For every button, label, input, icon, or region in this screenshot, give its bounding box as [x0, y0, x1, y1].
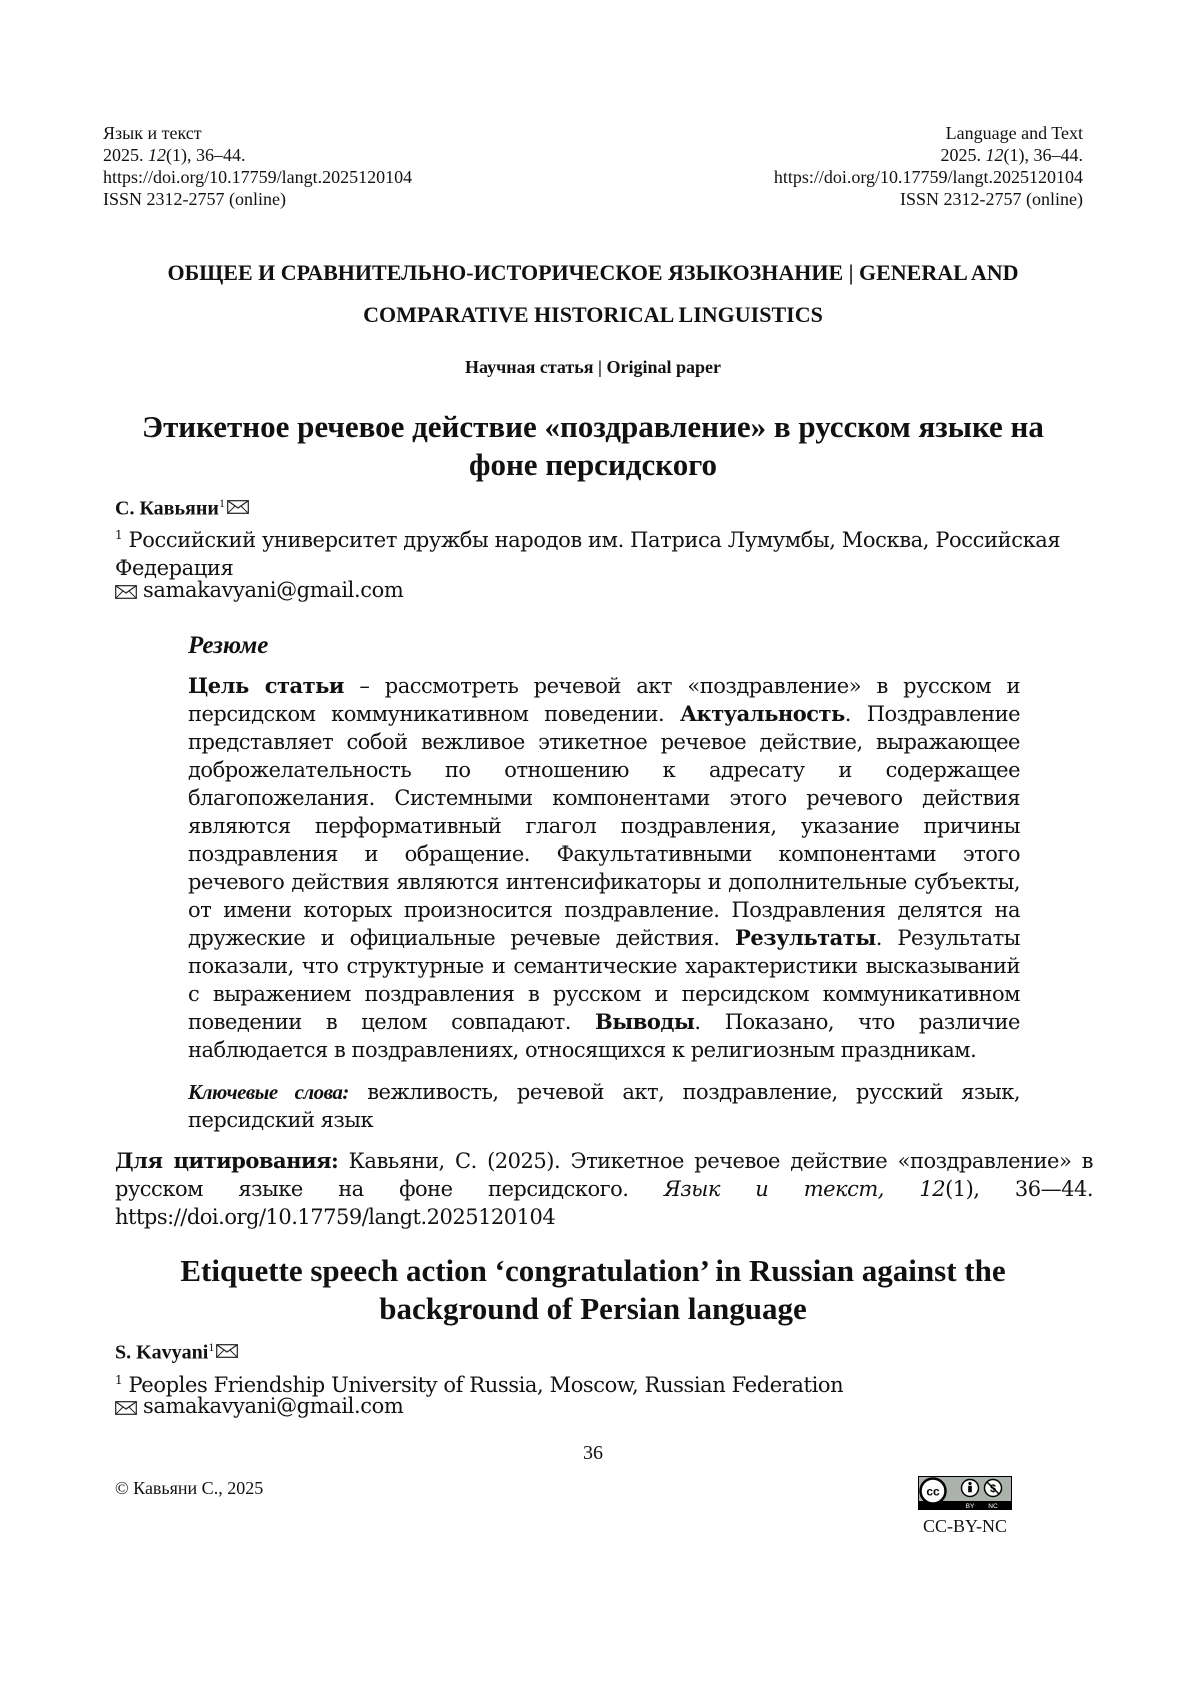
doi-link-left[interactable]: https://doi.org/10.17759/langt.2025120104: [103, 166, 412, 188]
license-label: CC-BY-NC: [918, 1516, 1012, 1537]
abstract-body: Цель статьи – рассмотреть речевой акт «поздравление» в русском и персидском коммуникативном поведении. Актуальность. Поздравление представляет собой вежливое этикетное речевое действие, выражающее доброжелательность по отношению к адресату и содержащее благопожелания. Системными компонентами этого речевого действия являются перформативный глагол поздравления, указание причины поздравления и обращение. Факультативными компонентами этого речевого действия являются интенсификаторы и дополнительные субъекты, от имени которых произносится поздравление. Поздравления делятся на дружеские и официальные речевые действия. Результаты. Результаты показали, что структурные и семантические характеристики высказываний с выражением поздравления в русском и персидском коммуникативном поведении в целом совпадают. Выводы. Показано, что различие наблюдается в поздравлениях, относящихся к религиозным праздникам.: [188, 672, 1020, 1064]
affiliation-ru: 1 Российский университет дружбы народов им. Патриса Лумумбы, Москва, Российская Федерация: [115, 521, 1075, 582]
affiliation-en: 1 Peoples Friendship University of Russia, Moscow, Russian Federation: [115, 1366, 1075, 1399]
author-ru: С. Кавьяни1: [115, 496, 249, 521]
email-link-en[interactable]: samakavyani@gmail.com: [143, 1394, 403, 1418]
email-en: [115, 1394, 403, 1418]
header-right: [774, 122, 1083, 210]
article-page: [0, 0, 1200, 1697]
issn-right: ISSN 2312-2757 (online): [774, 188, 1083, 210]
cc-by-nc-icon: [918, 1476, 1012, 1510]
citation: Для цитирования: Кавьяни, С. (2025). Этикетное речевое действие «поздравление» в русском языке на фоне персидского. Язык и текст, 12(1), 36—44. https://doi.org/10.17759/langt.2025120104: [115, 1147, 1093, 1231]
citation-doi-link[interactable]: https://doi.org/10.17759/langt.2025120104: [115, 1205, 555, 1229]
svg-text:cc: cc: [926, 1485, 940, 1499]
title-en: Etiquette speech action ‘congratulation’ in Russian against the background of Persian language: [103, 1252, 1083, 1328]
envelope-icon: [216, 1344, 238, 1358]
badge-by-label: BY: [966, 1503, 975, 1510]
badge-nc-label: NC: [988, 1503, 998, 1510]
journal-name-ru: Язык и текст: [103, 122, 412, 144]
journal-name-en: Language and Text: [774, 122, 1083, 144]
abstract-heading: Резюме: [188, 632, 268, 660]
doi-link-right[interactable]: https://doi.org/10.17759/langt.2025120104: [774, 166, 1083, 188]
header-left: [103, 122, 412, 210]
keywords: Ключевые слова: вежливость, речевой акт, поздравление, русский язык, персидский язык: [188, 1078, 1020, 1134]
envelope-icon: [227, 500, 249, 514]
author-en: S. Kavyani1: [115, 1340, 238, 1365]
email-link-ru[interactable]: samakavyani@gmail.com: [143, 578, 403, 602]
envelope-icon: [115, 585, 137, 599]
title-ru: Этикетное речевое действие «поздравление» в русском языке на фоне персидского: [103, 408, 1083, 484]
copyright: © Кавьяни С., 2025: [115, 1478, 263, 1499]
paper-type: Научная статья | Original paper: [103, 357, 1083, 378]
page-number: 36: [103, 1442, 1083, 1465]
section-heading: ОБЩЕЕ И СРАВНИТЕЛЬНО-ИСТОРИЧЕСКОЕ ЯЗЫКОЗНАНИЕ | GENERAL AND COMPARATIVE HISTORICAL LINGUISTICS: [103, 252, 1083, 336]
issue-info-ru: 2025. 12(1), 36–44.: [103, 144, 412, 166]
issue-info-en: 2025. 12(1), 36–44.: [774, 144, 1083, 166]
envelope-icon: [115, 1401, 137, 1415]
email-ru: [115, 578, 403, 602]
issn-left: ISSN 2312-2757 (online): [103, 188, 412, 210]
license-badge[interactable]: [918, 1476, 1012, 1537]
